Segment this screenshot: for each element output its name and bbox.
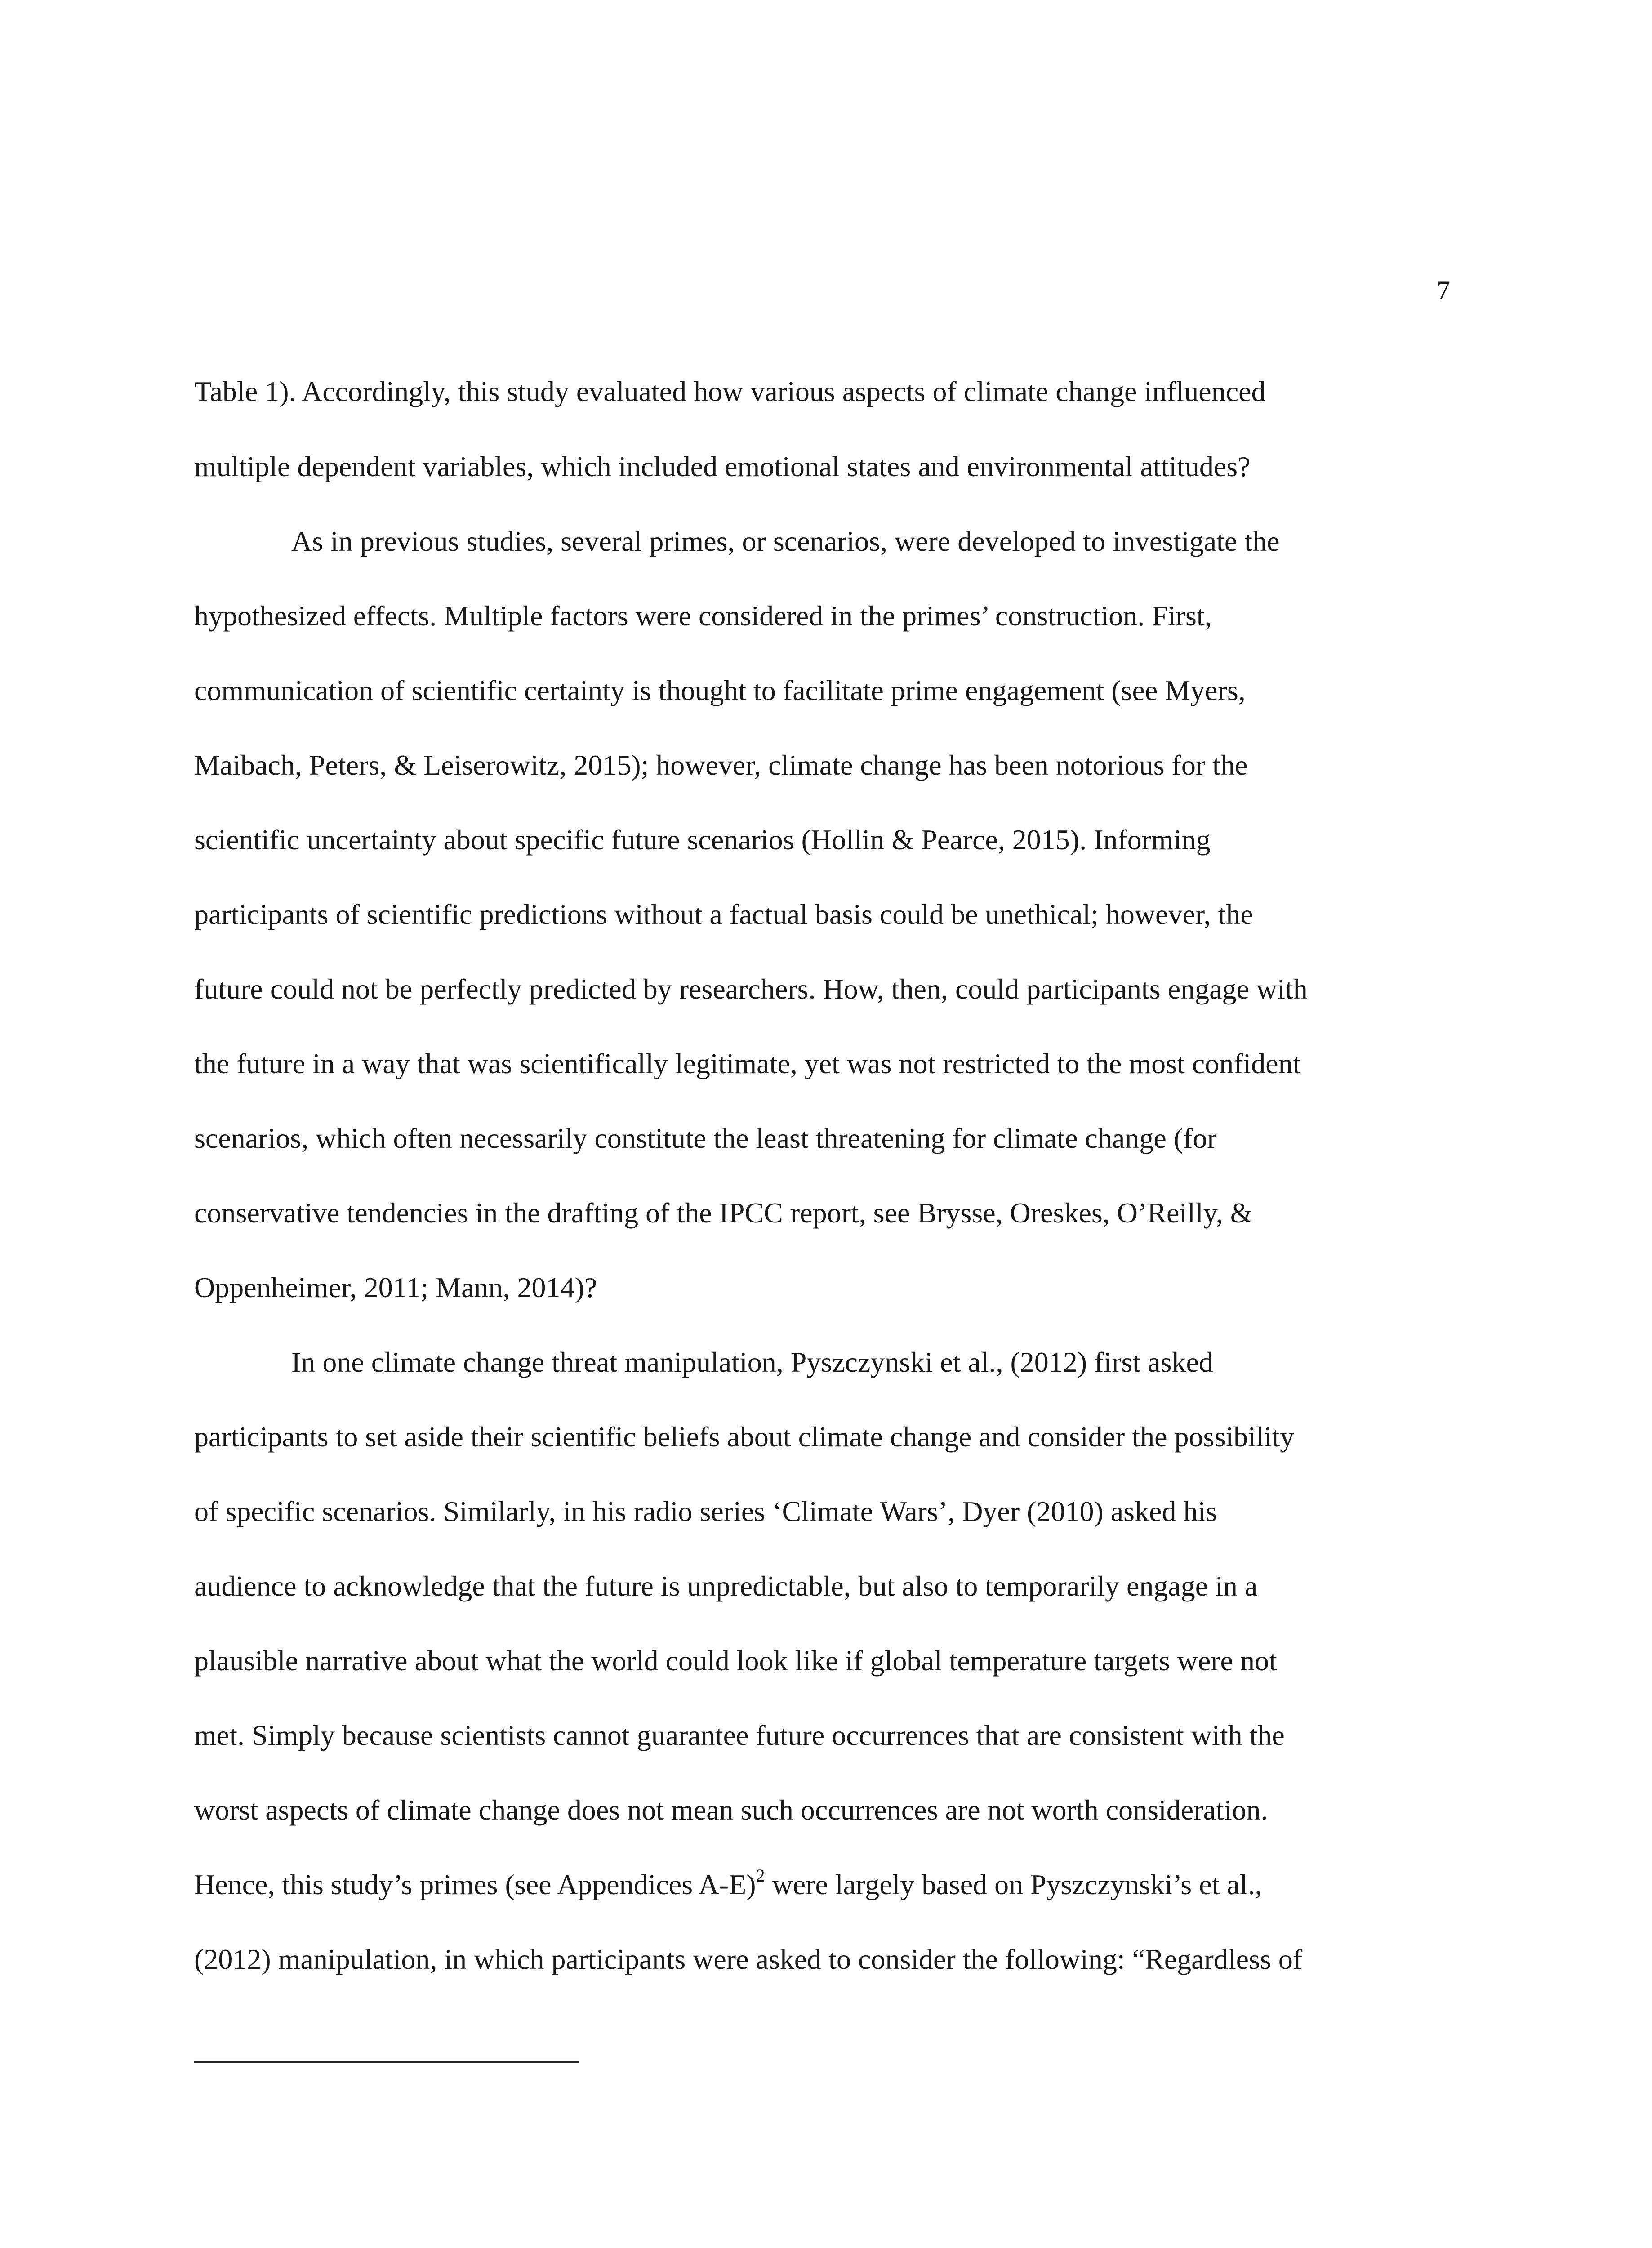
- body-line-paragraph-start: As in previous studies, several primes, or scenarios, were developed to investigate the: [291, 525, 1280, 557]
- body-line: met. Simply because scientists cannot guarantee future occurrences that are consistent with the: [194, 1719, 1285, 1751]
- body-line: scientific uncertainty about specific future scenarios (Hollin & Pearce, 2015). Informing: [194, 824, 1211, 856]
- body-line: conservative tendencies in the drafting of the IPCC report, see Brysse, Oreskes, O’Reilly, &: [194, 1197, 1253, 1229]
- footnote-separator-rule: [194, 2061, 579, 2063]
- body-line: Maibach, Peters, & Leiserowitz, 2015); however, climate change has been notorious for the: [194, 749, 1248, 781]
- body-line: participants to set aside their scientific beliefs about climate change and consider the possibility: [194, 1421, 1295, 1453]
- body-line: Oppenheimer, 2011; Mann, 2014)?: [194, 1271, 597, 1303]
- body-line: Table 1). Accordingly, this study evaluated how various aspects of climate change influenced: [194, 375, 1266, 407]
- page-number: 7: [1437, 276, 1450, 305]
- line-text-before-footnote: Hence, this study’s primes (see Appendices A-E): [194, 1869, 756, 1900]
- body-line: worst aspects of climate change does not mean such occurrences are not worth consideration.: [194, 1794, 1268, 1826]
- body-line: hypothesized effects. Multiple factors were considered in the primes’ construction. First,: [194, 600, 1212, 632]
- body-line: multiple dependent variables, which included emotional states and environmental attitudes?: [194, 450, 1251, 482]
- body-line: (2012) manipulation, in which participants were asked to consider the following: “Regardless of: [194, 1943, 1303, 1975]
- body-line: future could not be perfectly predicted by researchers. How, then, could participants engage with: [194, 973, 1308, 1005]
- line-text-after-footnote: were largely based on Pyszczynski’s et al.,: [765, 1869, 1262, 1900]
- body-line-paragraph-start: In one climate change threat manipulation, Pyszczynski et al., (2012) first asked: [291, 1346, 1213, 1378]
- body-line-with-footnote: [194, 1864, 1453, 1905]
- body-line: the future in a way that was scientifically legitimate, yet was not restricted to the most confident: [194, 1048, 1301, 1079]
- body-line: participants of scientific predictions without a factual basis could be unethical; however, the: [194, 898, 1253, 930]
- body-line: of specific scenarios. Similarly, in his radio series ‘Climate Wars’, Dyer (2010) asked his: [194, 1495, 1217, 1527]
- body-line: communication of scientific certainty is thought to facilitate prime engagement (see Myers,: [194, 674, 1246, 706]
- footnote-marker: 2: [756, 1865, 765, 1886]
- body-line: plausible narrative about what the world could look like if global temperature targets were not: [194, 1645, 1277, 1677]
- body-line: scenarios, which often necessarily constitute the least threatening for climate change (for: [194, 1122, 1217, 1154]
- body-line: audience to acknowledge that the future is unpredictable, but also to temporarily engage in a: [194, 1570, 1258, 1602]
